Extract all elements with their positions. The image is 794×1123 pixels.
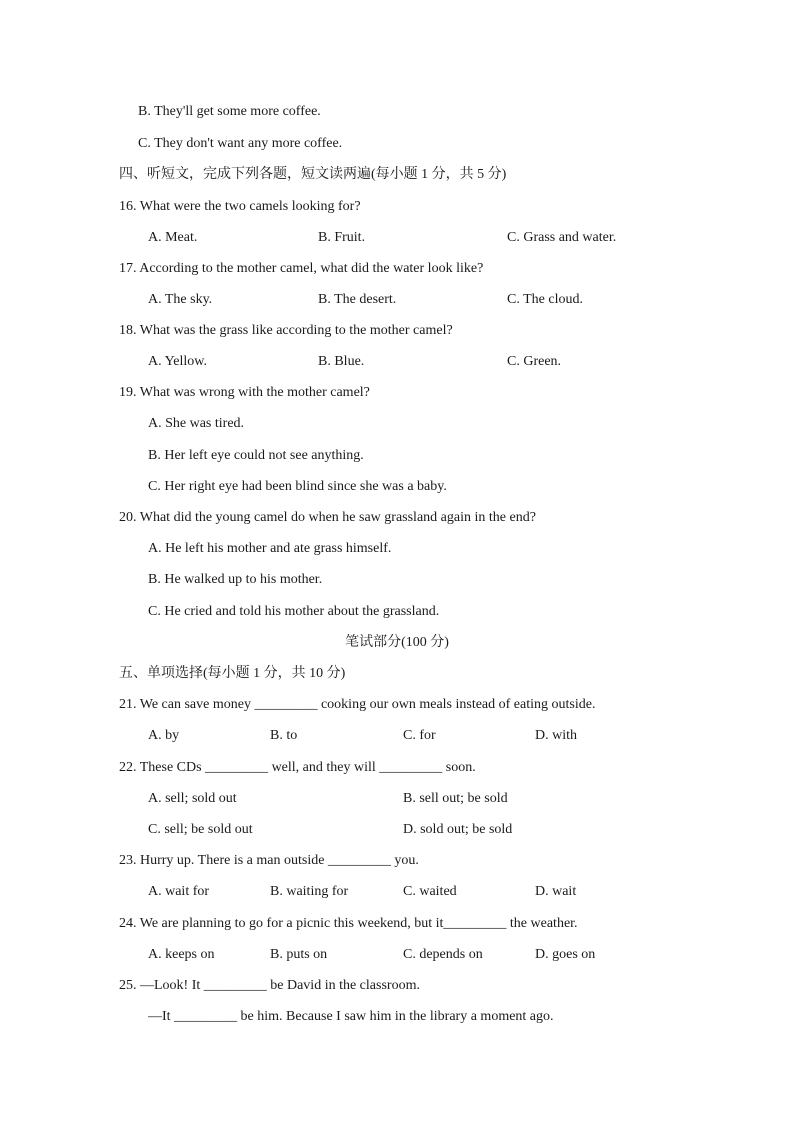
q18-option-c: C. Green. bbox=[507, 354, 562, 369]
q22-option-d: D. sold out; be sold bbox=[403, 822, 513, 837]
q24-stem: 24. We are planning to go for a picnic this weekend, but it_________ the weather. bbox=[119, 916, 578, 931]
q22-option-c: C. sell; be sold out bbox=[148, 822, 253, 837]
q20-option-c: C. He cried and told his mother about the grassland. bbox=[148, 604, 440, 619]
q22-stem: 22. These CDs _________ well, and they will _________ soon. bbox=[119, 760, 476, 775]
q23-option-c: C. waited bbox=[403, 884, 457, 899]
q17-option-a: A. The sky. bbox=[148, 292, 213, 307]
q21-option-d: D. with bbox=[535, 728, 577, 743]
q20-option-b: B. He walked up to his mother. bbox=[148, 572, 323, 587]
q19-option-c: C. Her right eye had been blind since she was a baby. bbox=[148, 479, 447, 494]
q16-option-c: C. Grass and water. bbox=[507, 230, 617, 245]
section-five-heading: 五、单项选择(每小题 1 分，共 10 分) bbox=[119, 666, 346, 681]
q23-option-b: B. waiting for bbox=[270, 884, 349, 899]
q15-option-c: C. They don't want any more coffee. bbox=[138, 136, 343, 151]
q23-option-d: D. wait bbox=[535, 884, 577, 899]
q22-option-a: A. sell; sold out bbox=[148, 791, 237, 806]
q18-option-b: B. Blue. bbox=[318, 354, 365, 369]
q20-option-a: A. He left his mother and ate grass himself. bbox=[148, 541, 392, 556]
q21-option-a: A. by bbox=[148, 728, 180, 743]
q24-option-d: D. goes on bbox=[535, 947, 596, 962]
q21-option-c: C. for bbox=[403, 728, 436, 743]
q23-stem: 23. Hurry up. There is a man outside _________ you. bbox=[119, 853, 419, 868]
q17-stem: 17. According to the mother camel, what did the water look like? bbox=[119, 261, 484, 276]
section-four-heading: 四、听短文，完成下列各题，短文读两遍(每小题 1 分，共 5 分) bbox=[119, 167, 507, 182]
q21-stem: 21. We can save money _________ cooking our own meals instead of eating outside. bbox=[119, 697, 596, 712]
q24-option-a: A. keeps on bbox=[148, 947, 215, 962]
q15-option-b: B. They'll get some more coffee. bbox=[138, 104, 321, 119]
written-part-heading: 笔试部分(100 分) bbox=[345, 635, 449, 650]
q18-option-a: A. Yellow. bbox=[148, 354, 207, 369]
q23-option-a: A. wait for bbox=[148, 884, 210, 899]
q16-option-b: B. Fruit. bbox=[318, 230, 366, 245]
q21-option-b: B. to bbox=[270, 728, 298, 743]
q19-option-b: B. Her left eye could not see anything. bbox=[148, 448, 364, 463]
q19-stem: 19. What was wrong with the mother camel? bbox=[119, 385, 370, 400]
q20-stem: 20. What did the young camel do when he saw grassland again in the end? bbox=[119, 510, 536, 525]
q24-option-b: B. puts on bbox=[270, 947, 328, 962]
q18-stem: 18. What was the grass like according to the mother camel? bbox=[119, 323, 453, 338]
q16-option-a: A. Meat. bbox=[148, 230, 198, 245]
q19-option-a: A. She was tired. bbox=[148, 416, 245, 431]
q17-option-c: C. The cloud. bbox=[507, 292, 583, 307]
q17-option-b: B. The desert. bbox=[318, 292, 397, 307]
q16-stem: 16. What were the two camels looking for? bbox=[119, 199, 361, 214]
q25-reply: —It _________ be him. Because I saw him in the library a moment ago. bbox=[148, 1009, 554, 1024]
q22-option-b: B. sell out; be sold bbox=[403, 791, 508, 806]
q24-option-c: C. depends on bbox=[403, 947, 483, 962]
q25-stem: 25. —Look! It _________ be David in the classroom. bbox=[119, 978, 420, 993]
